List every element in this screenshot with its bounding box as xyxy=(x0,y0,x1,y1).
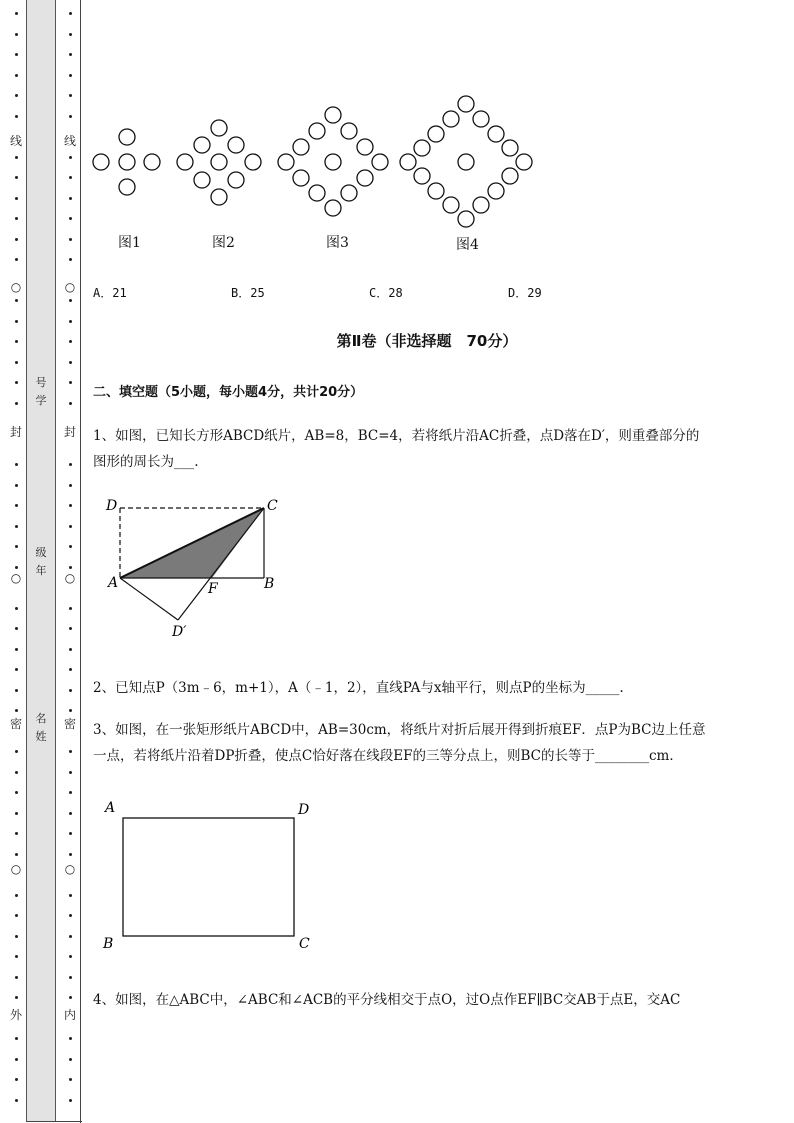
seal-dot xyxy=(69,525,72,528)
seal-dot xyxy=(15,361,18,364)
seal-dot xyxy=(15,832,18,835)
grade-label: 级 年 xyxy=(35,546,47,577)
seal-dot xyxy=(69,484,72,487)
figure-3-circles xyxy=(278,107,388,216)
seal-dot xyxy=(15,1058,18,1061)
seal-dot xyxy=(69,402,72,405)
seal-dot xyxy=(69,914,72,917)
label-c: C xyxy=(267,498,278,514)
seal-dot xyxy=(69,463,72,466)
figure-1-caption: 图1 xyxy=(118,235,141,251)
seal-dot xyxy=(15,750,18,753)
seal-dot xyxy=(69,176,72,179)
seal-label-inner-seal: 封 xyxy=(63,425,76,439)
seal-dot xyxy=(15,1099,18,1102)
question-4-text: 4、如图，在△ABC中，∠ABC和∠ACB的平分线相交于点O，过O点作EF∥BC交AB于点E，交AC xyxy=(93,992,681,1008)
seal-dot xyxy=(15,12,18,15)
seal-dot xyxy=(69,627,72,630)
label-d-prime: D′ xyxy=(172,624,187,640)
seal-dot xyxy=(15,791,18,794)
seal-label-outer: 外 xyxy=(9,1008,22,1022)
seal-dot xyxy=(15,176,18,179)
figure-3-caption: 图3 xyxy=(326,235,349,251)
seal-dot xyxy=(69,217,72,220)
question-1-text-cont: 图形的周长为___. xyxy=(93,454,199,470)
seal-dot xyxy=(15,258,18,261)
seal-label-outer-line: 线 xyxy=(9,134,22,148)
seal-dot xyxy=(15,238,18,241)
question-3-diagram xyxy=(100,796,320,958)
seal-dot xyxy=(15,463,18,466)
seal-label-inner-secret: 密 xyxy=(63,717,76,731)
seal-dot xyxy=(69,258,72,261)
seal-dot xyxy=(69,156,72,159)
label-d: D xyxy=(298,802,310,818)
question-1-text: 1、如图，已知长方形ABCD纸片，AB=8，BC=4，若将纸片沿AC折叠，点D落在D′，则重叠部分的 xyxy=(93,428,700,444)
seal-dot xyxy=(69,74,72,77)
seal-dot xyxy=(15,545,18,548)
label-b: B xyxy=(103,936,114,952)
seal-dot xyxy=(15,53,18,56)
seal-dot xyxy=(15,320,18,323)
seal-label-inner-line: 线 xyxy=(63,134,76,148)
seal-dot xyxy=(15,955,18,958)
seal-dot xyxy=(69,812,72,815)
seal-dot xyxy=(15,197,18,200)
question-1-diagram xyxy=(100,494,290,644)
seal-dot xyxy=(15,381,18,384)
seal-dot xyxy=(15,648,18,651)
question-2-text: 2、已知点P（3m﹣6，m+1），A（﹣1，2），直线PA与x轴平行，则点P的坐标为_____. xyxy=(93,680,624,696)
seal-dot xyxy=(69,750,72,753)
seal-dot xyxy=(69,668,72,671)
seal-dot xyxy=(15,566,18,569)
figure-4-caption: 图4 xyxy=(456,237,479,253)
question-3-text-cont: 一点，若将纸片沿着DP折叠，使点C恰好落在线段EF的三等分点上，则BC的长等于________cm． xyxy=(93,748,683,764)
seal-dot xyxy=(69,33,72,36)
seal-dot xyxy=(15,115,18,118)
seal-dot xyxy=(69,197,72,200)
seal-dot xyxy=(69,709,72,712)
seal-dot xyxy=(15,771,18,774)
seal-dot xyxy=(15,853,18,856)
circle-symbol: ○ xyxy=(10,280,22,294)
seal-dot xyxy=(15,156,18,159)
seal-dot xyxy=(15,976,18,979)
seal-dot xyxy=(69,361,72,364)
option-b: B．25 xyxy=(231,286,265,300)
label-b: B xyxy=(264,576,275,592)
seal-dot xyxy=(15,607,18,610)
seal-dot xyxy=(15,668,18,671)
seal-dot xyxy=(15,299,18,302)
seal-dot xyxy=(69,12,72,15)
seal-label-inner: 内 xyxy=(63,1008,76,1022)
seal-dot xyxy=(69,238,72,241)
seal-dot xyxy=(15,1037,18,1040)
seal-dot xyxy=(15,525,18,528)
seal-label-outer-secret: 密 xyxy=(9,717,22,731)
seal-dot xyxy=(15,996,18,999)
seal-dot xyxy=(15,74,18,77)
option-a: A．21 xyxy=(93,286,127,300)
label-a: A xyxy=(105,800,116,816)
seal-dot xyxy=(69,545,72,548)
seal-dot xyxy=(69,771,72,774)
circle-symbol: ○ xyxy=(64,280,76,294)
seal-label-outer-seal: 封 xyxy=(9,425,22,439)
seal-dot xyxy=(15,33,18,36)
circle-symbol: ○ xyxy=(10,571,22,585)
seal-dot xyxy=(69,1099,72,1102)
inner-dotted-line xyxy=(59,0,81,1123)
seal-dot xyxy=(69,607,72,610)
label-d: D xyxy=(106,498,118,514)
figure-2-caption: 图2 xyxy=(212,235,235,251)
seal-dot xyxy=(15,914,18,917)
circle-symbol: ○ xyxy=(10,862,22,876)
pattern-figures xyxy=(88,92,548,232)
seal-dot xyxy=(15,484,18,487)
seal-dot xyxy=(69,1058,72,1061)
seal-dot xyxy=(69,832,72,835)
seal-dot xyxy=(69,381,72,384)
label-a: A xyxy=(108,575,119,591)
option-d: D．29 xyxy=(508,286,542,300)
figure-4-circles xyxy=(400,96,532,227)
seal-dot xyxy=(69,894,72,897)
seal-dot xyxy=(69,935,72,938)
outer-dotted-line xyxy=(5,0,27,1123)
seal-dot xyxy=(69,566,72,569)
seal-dot xyxy=(15,94,18,97)
seal-dot xyxy=(15,689,18,692)
figure-2-circles xyxy=(177,120,261,205)
seal-dot xyxy=(15,812,18,815)
seal-dot xyxy=(69,853,72,856)
seal-dot xyxy=(69,791,72,794)
seal-dot xyxy=(69,53,72,56)
seal-dot xyxy=(15,709,18,712)
option-c: C．28 xyxy=(369,286,403,300)
seal-dot xyxy=(69,689,72,692)
seal-dot xyxy=(69,320,72,323)
seal-dot xyxy=(15,504,18,507)
seal-dot xyxy=(69,115,72,118)
fill-in-section-title: 二、填空题（5小题，每小题4分，共计20分） xyxy=(93,385,364,400)
label-f: F xyxy=(208,581,218,597)
seal-dot xyxy=(69,996,72,999)
circle-symbol: ○ xyxy=(64,571,76,585)
seal-dot xyxy=(69,1037,72,1040)
seal-dot xyxy=(15,935,18,938)
binding-margin xyxy=(0,0,82,1123)
seal-dot xyxy=(69,94,72,97)
section-title: 第Ⅱ卷（非选择题 70分） xyxy=(336,332,518,350)
label-c: C xyxy=(299,936,310,952)
circle-symbol: ○ xyxy=(64,862,76,876)
seal-dot xyxy=(15,894,18,897)
seal-dot xyxy=(69,1078,72,1081)
seal-dot xyxy=(69,976,72,979)
seal-dot xyxy=(69,955,72,958)
seal-dot xyxy=(15,1078,18,1081)
seal-dot xyxy=(69,648,72,651)
name-label: 名 姓 xyxy=(35,712,47,743)
seal-dot xyxy=(69,504,72,507)
seal-dot xyxy=(15,627,18,630)
figure-1-circles xyxy=(93,129,160,195)
question-3-text: 3、如图，在一张矩形纸片ABCD中，AB=30cm，将纸片对折后展开得到折痕EF．点P为BC边上任意 xyxy=(93,722,706,738)
seal-dot xyxy=(69,299,72,302)
student-id-label: 号 学 xyxy=(35,376,47,407)
seal-dot xyxy=(15,217,18,220)
seal-dot xyxy=(15,402,18,405)
